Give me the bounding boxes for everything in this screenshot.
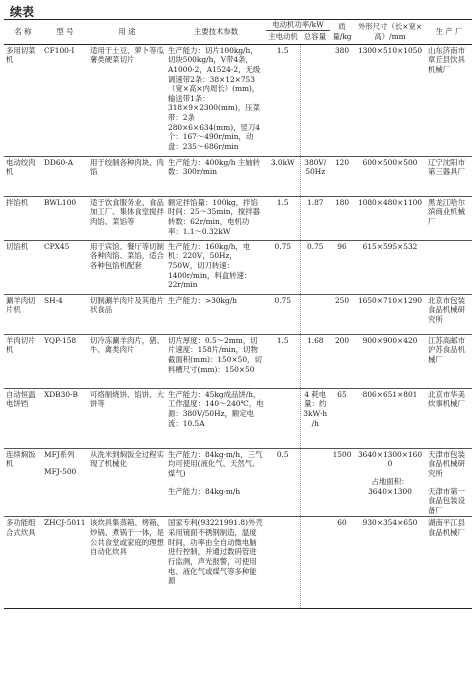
cell-motor-main: 0.5	[266, 448, 300, 517]
cell-mass: 60	[337, 518, 347, 528]
cell-params: 切片厚度：0.5～2mm，切片速度：158片/min，切物截面积(mm)：150×50，切料槽尺寸(mm)：150×50	[168, 335, 262, 374]
cell-model: BWL100	[44, 197, 77, 207]
header-motor-total: 总容量	[300, 30, 330, 44]
header-name: 名 称	[4, 20, 42, 45]
cell-maker: 江苏高邮市沪苏食品机械厂	[428, 335, 465, 364]
cell-name: 切馅机	[6, 241, 29, 251]
table-row	[4, 334, 472, 388]
cell-model: XDB30-B	[44, 389, 78, 399]
cell-usage: 适于饮食服务业、食品加工厂、集体食堂搅拌肉馅、菜馅等	[90, 197, 164, 226]
cell-maker: 北京市包装食品机械研究所	[428, 295, 465, 324]
cell-usage: 用于绞制各种肉块、肉馅	[90, 157, 164, 177]
cell-model: CPX45	[44, 241, 70, 251]
cell-motor-main: 1.5	[266, 196, 300, 240]
cell-motor-total: 1.68	[307, 335, 324, 345]
cell-motor-total: 0.75	[307, 241, 324, 251]
cell-dims: 806×651×801	[362, 389, 418, 399]
cell-params: 国家专利(93221991.8)外壳采用镜面不锈钢制造，温度时间，功率由全自动微电脑进行控制，并通过数码管进行监测，声光报警，可使用电、液化气或煤气等多种能源	[168, 518, 263, 586]
cell-maker: 天津市包装食品机械研究所 天津市第一食品包装设备厂	[428, 449, 465, 515]
cell-params: 生产能力：400kg/h 主轴转数：300r/min	[168, 157, 261, 177]
cell-dims: 900×900×420	[362, 335, 418, 345]
header-model: 型 号	[42, 20, 88, 45]
cell-model: MFJ系列 MFJ-500	[44, 449, 77, 477]
cell-params: 额定拌馅量：100kg，拌馅时间：25～35min，搅拌器转数：62r/min，电机功率：1.1～0.32kW	[168, 197, 261, 236]
table-row	[4, 294, 472, 334]
header-usage: 用 途	[88, 20, 166, 45]
equipment-table	[4, 19, 472, 609]
cell-model: DD60-A	[44, 157, 74, 167]
cell-motor-total	[300, 294, 330, 334]
cell-dims: 1300×510×1050	[357, 45, 423, 55]
cell-motor-total: 4 耗电量：约3kW·h/h	[303, 389, 328, 428]
cell-dims: 1080×480×1100	[357, 197, 423, 207]
continued-caption: 续表	[10, 5, 35, 19]
cell-mass: 1500	[332, 449, 352, 459]
header-motor: 电动机功率/kW	[266, 20, 330, 31]
cell-name: 多用切菜机	[6, 45, 36, 65]
cell-name: 自动恒温电饼铛	[6, 389, 36, 409]
cell-motor-main: 0.75	[266, 240, 300, 294]
cell-usage: 从洗米到焖饭全过程实现了机械化	[90, 449, 164, 469]
cell-motor-main: 0.75	[266, 294, 300, 334]
cell-dims: 1650×710×1290	[357, 295, 423, 305]
cell-mass: 96	[337, 241, 347, 251]
header-motor-main: 主电动机	[266, 30, 300, 44]
cell-name: 电动绞肉机	[6, 157, 36, 177]
table-row	[4, 156, 472, 196]
cell-maker: 山东济南市章丘县饮具机械厂	[428, 45, 465, 74]
cell-usage: 可烙制烧饼、馅饼、大饼等	[90, 389, 164, 409]
cell-name: 羊肉切片机	[6, 335, 36, 355]
cell-params: 生产能力：>30kg/h	[168, 295, 238, 305]
cell-motor-main	[266, 388, 300, 448]
cell-mass: 120	[334, 157, 350, 167]
cell-motor-main	[266, 517, 300, 609]
cell-mass: 200	[334, 335, 350, 345]
cell-motor-main: 3.0kW	[266, 156, 300, 196]
cell-usage: 该炊具集蒸箱、烤箱、炒锅、煮锅于一体，是公共食堂或家庭的理想自动化炊具	[90, 518, 164, 557]
cell-mass: 250	[334, 295, 350, 305]
table-row	[4, 517, 472, 609]
cell-name: 多功能组合式炊具	[6, 518, 36, 537]
header-dims: 外形尺寸（长×宽×高）/mm	[354, 20, 426, 45]
cell-dims: 600×500×500	[362, 157, 418, 167]
cell-params: 生产能力：45kg成品饼/h，工作温度：140～240℃，电源：380V/50Hz，额定电流：10.5A	[168, 389, 264, 428]
cell-motor-main: 1.5	[266, 334, 300, 388]
cell-mass: 180	[334, 197, 350, 207]
cell-params: 生产能力：160kg/h，电机：220V，50Hz，750W，切刀转速：1400r/min，料盒转速：22r/min	[168, 241, 252, 290]
cell-model: SH-4	[44, 295, 63, 305]
header-params: 主要技术参数	[166, 20, 266, 45]
cell-name: 拌馅机	[6, 197, 29, 207]
cell-motor-total: 380V/50Hz	[304, 157, 327, 177]
cell-maker: 湖南平江县食品机械厂	[428, 518, 465, 537]
cell-motor-total	[300, 517, 330, 609]
cell-usage: 切冷冻涮羊肉片，猪、牛、禽类肉片	[90, 335, 164, 355]
header-maker: 生 产 厂	[426, 20, 472, 45]
cell-motor-main: 1.5	[266, 44, 300, 156]
cell-dims: 930×354×650	[362, 518, 418, 528]
cell-model: CF100-Ⅰ	[44, 45, 75, 55]
cell-dims: 3640×1300×1600 占地面积：3640×1300	[357, 449, 423, 496]
table-row	[4, 196, 472, 240]
cell-usage: 切制涮羊肉片及其他片状食品	[90, 295, 164, 315]
cell-dims: 615×595×532	[362, 241, 418, 251]
cell-model: ZHCJ-5011	[44, 518, 86, 528]
cell-usage: 用于宾馆、餐厅等切制各种肉馅、菜馅，适合各种包馅机配套	[90, 241, 164, 270]
cell-name: 涮羊肉切片机	[6, 295, 36, 315]
cell-maker: 北京市华美炊事机械厂	[428, 389, 465, 409]
cell-maker	[426, 240, 472, 294]
cell-motor-total: 1.87	[307, 197, 324, 207]
cell-params: 生产能力：84kg·m/h，三气均可使用(液化气、天然气、煤气) 生产能力：84kg·m/h	[168, 449, 263, 496]
cell-name: 连续焖饭机	[6, 449, 36, 469]
cell-usage: 适用于土豆、萝卜等瓜薯类硬菜切片	[90, 45, 164, 65]
cell-mass: 380	[334, 45, 350, 55]
cell-model: YQP-158	[44, 335, 77, 345]
cell-maker: 辽宁沈阳市第三器具厂	[428, 157, 465, 177]
header-mass: 质量/kg	[330, 20, 354, 45]
cell-motor-total	[300, 448, 330, 517]
table-row	[4, 240, 472, 294]
table-row	[4, 388, 472, 448]
cell-mass: 65	[337, 389, 347, 399]
cell-params: 生产能力：切片100kg/h，切块500kg/h，V带4条，A1000-2，A1524-2，无级调速带2条：38×12×753（宽×高×内周长）(mm)，输送带1条：318×9×2300(mm)，压菜带：2条280×6×634(mm)，竖刀4个：167～490r/min，动盘：235～686r/min	[168, 45, 261, 151]
table-row	[4, 448, 472, 517]
table-row	[4, 44, 472, 156]
cell-maker: 黑龙江哈尔滨商业机械厂	[428, 197, 465, 226]
cell-motor-total	[300, 44, 330, 156]
